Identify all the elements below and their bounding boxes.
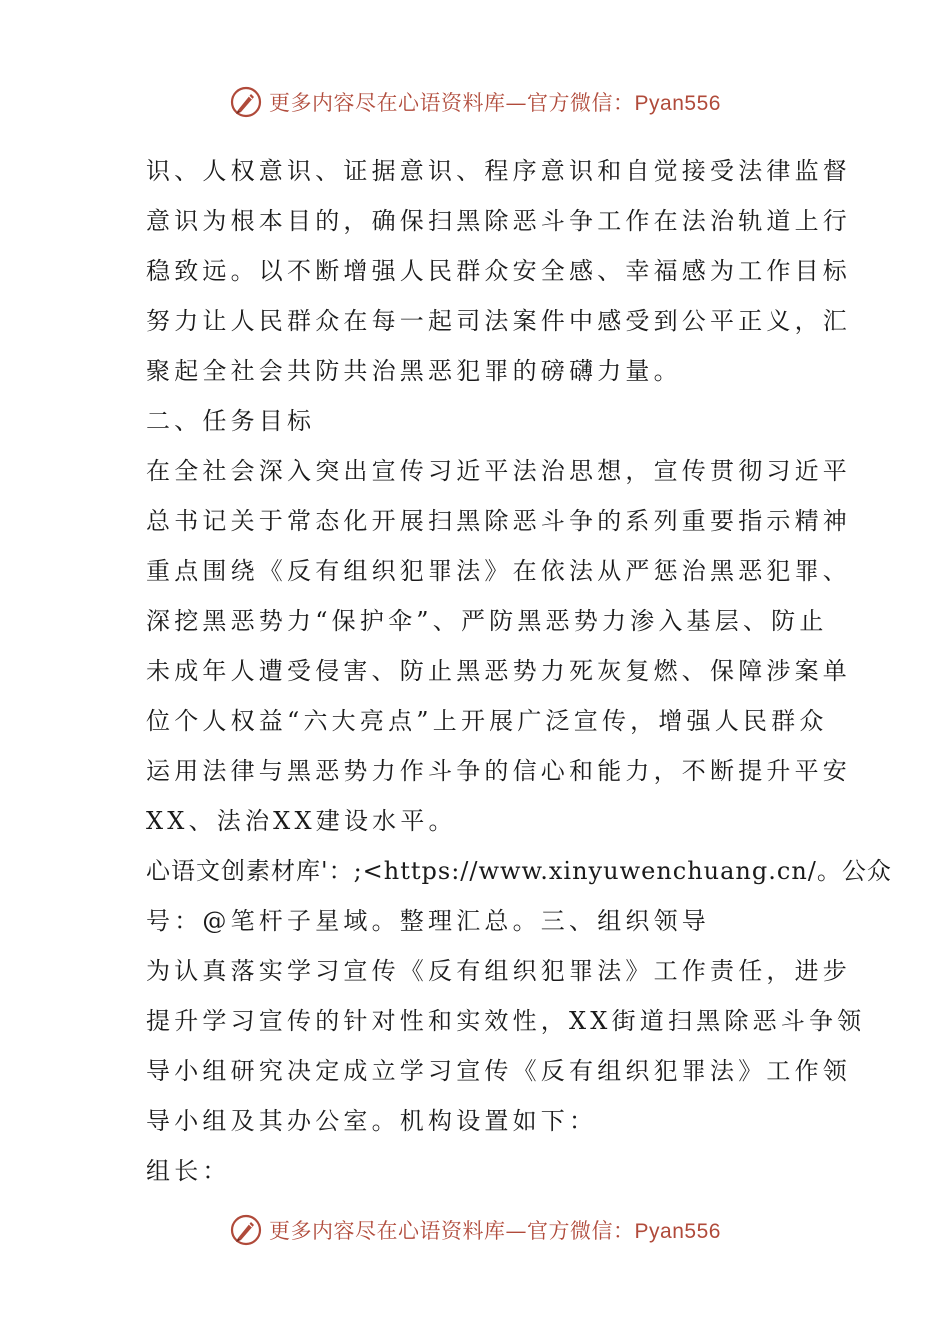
body-line: 稳致远。以不断增强人民群众安全感、幸福感为工作目标 <box>146 257 851 285</box>
body-line: 位个人权益“六大亮点”上开展广泛宣传，增强人民群众 <box>146 707 828 735</box>
body-line: 运用法律与黑恶势力作斗争的信心和能力，不断提升平安 <box>146 757 851 785</box>
header-banner-label: 更多内容尽在心语资料库—官方微信： <box>269 91 635 115</box>
body-line: 重点围绕《反有组织犯罪法》在依法从严惩治黑恶犯罪、 <box>146 557 851 585</box>
body-line: 识、人权意识、证据意识、程序意识和自觉接受法律监督 <box>146 157 851 185</box>
header-banner-text <box>269 87 721 117</box>
footer-banner-text <box>269 1215 721 1245</box>
body-line: 组长： <box>146 1157 231 1185</box>
footer-banner <box>0 1210 950 1250</box>
body-line: 导小组研究决定成立学习宣传《反有组织犯罪法》工作领 <box>146 1057 851 1085</box>
body-line: 号：@笔杆子星域。整理汇总。三、组织领导 <box>146 907 710 935</box>
section-heading: 二、任务目标 <box>146 407 316 435</box>
header-wechat-id: Pyan556 <box>634 92 721 115</box>
body-line: 意识为根本目的，确保扫黑除恶斗争工作在法治轨道上行 <box>146 207 851 235</box>
footer-banner-label: 更多内容尽在心语资料库—官方微信： <box>269 1219 635 1243</box>
body-line: 导小组及其办公室。机构设置如下： <box>146 1107 598 1135</box>
body-line: 在全社会深入突出宣传习近平法治思想，宣传贯彻习近平 <box>146 457 851 485</box>
header-banner <box>0 82 950 122</box>
body-line: 深挖黑恶势力“保护伞”、严防黑恶势力渗入基层、防止 <box>146 607 828 635</box>
body-line: 聚起全社会共防共治黑恶犯罪的磅礴力量。 <box>146 357 682 385</box>
body-line: 为认真落实学习宣传《反有组织犯罪法》工作责任，进步 <box>146 957 851 985</box>
body-line: 未成年人遭受侵害、防止黑恶势力死灰复燃、保障涉案单 <box>146 657 851 685</box>
body-line: 提升学习宣传的针对性和实效性，XX街道扫黑除恶斗争领 <box>146 1007 866 1035</box>
pen-logo-icon <box>229 85 263 119</box>
body-line: XX、法治XX建设水平。 <box>146 807 457 835</box>
document-body <box>146 146 892 1196</box>
body-line-link: 心语文创素材库'：;<https://www.xinyuwenchuang.cn/。公众 <box>146 857 892 885</box>
body-line: 努力让人民群众在每一起司法案件中感受到公平正义，汇 <box>146 307 851 335</box>
pen-logo-icon <box>229 1213 263 1247</box>
body-line: 总书记关于常态化开展扫黑除恶斗争的系列重要指示精神 <box>146 507 851 535</box>
footer-wechat-id: Pyan556 <box>634 1220 721 1243</box>
